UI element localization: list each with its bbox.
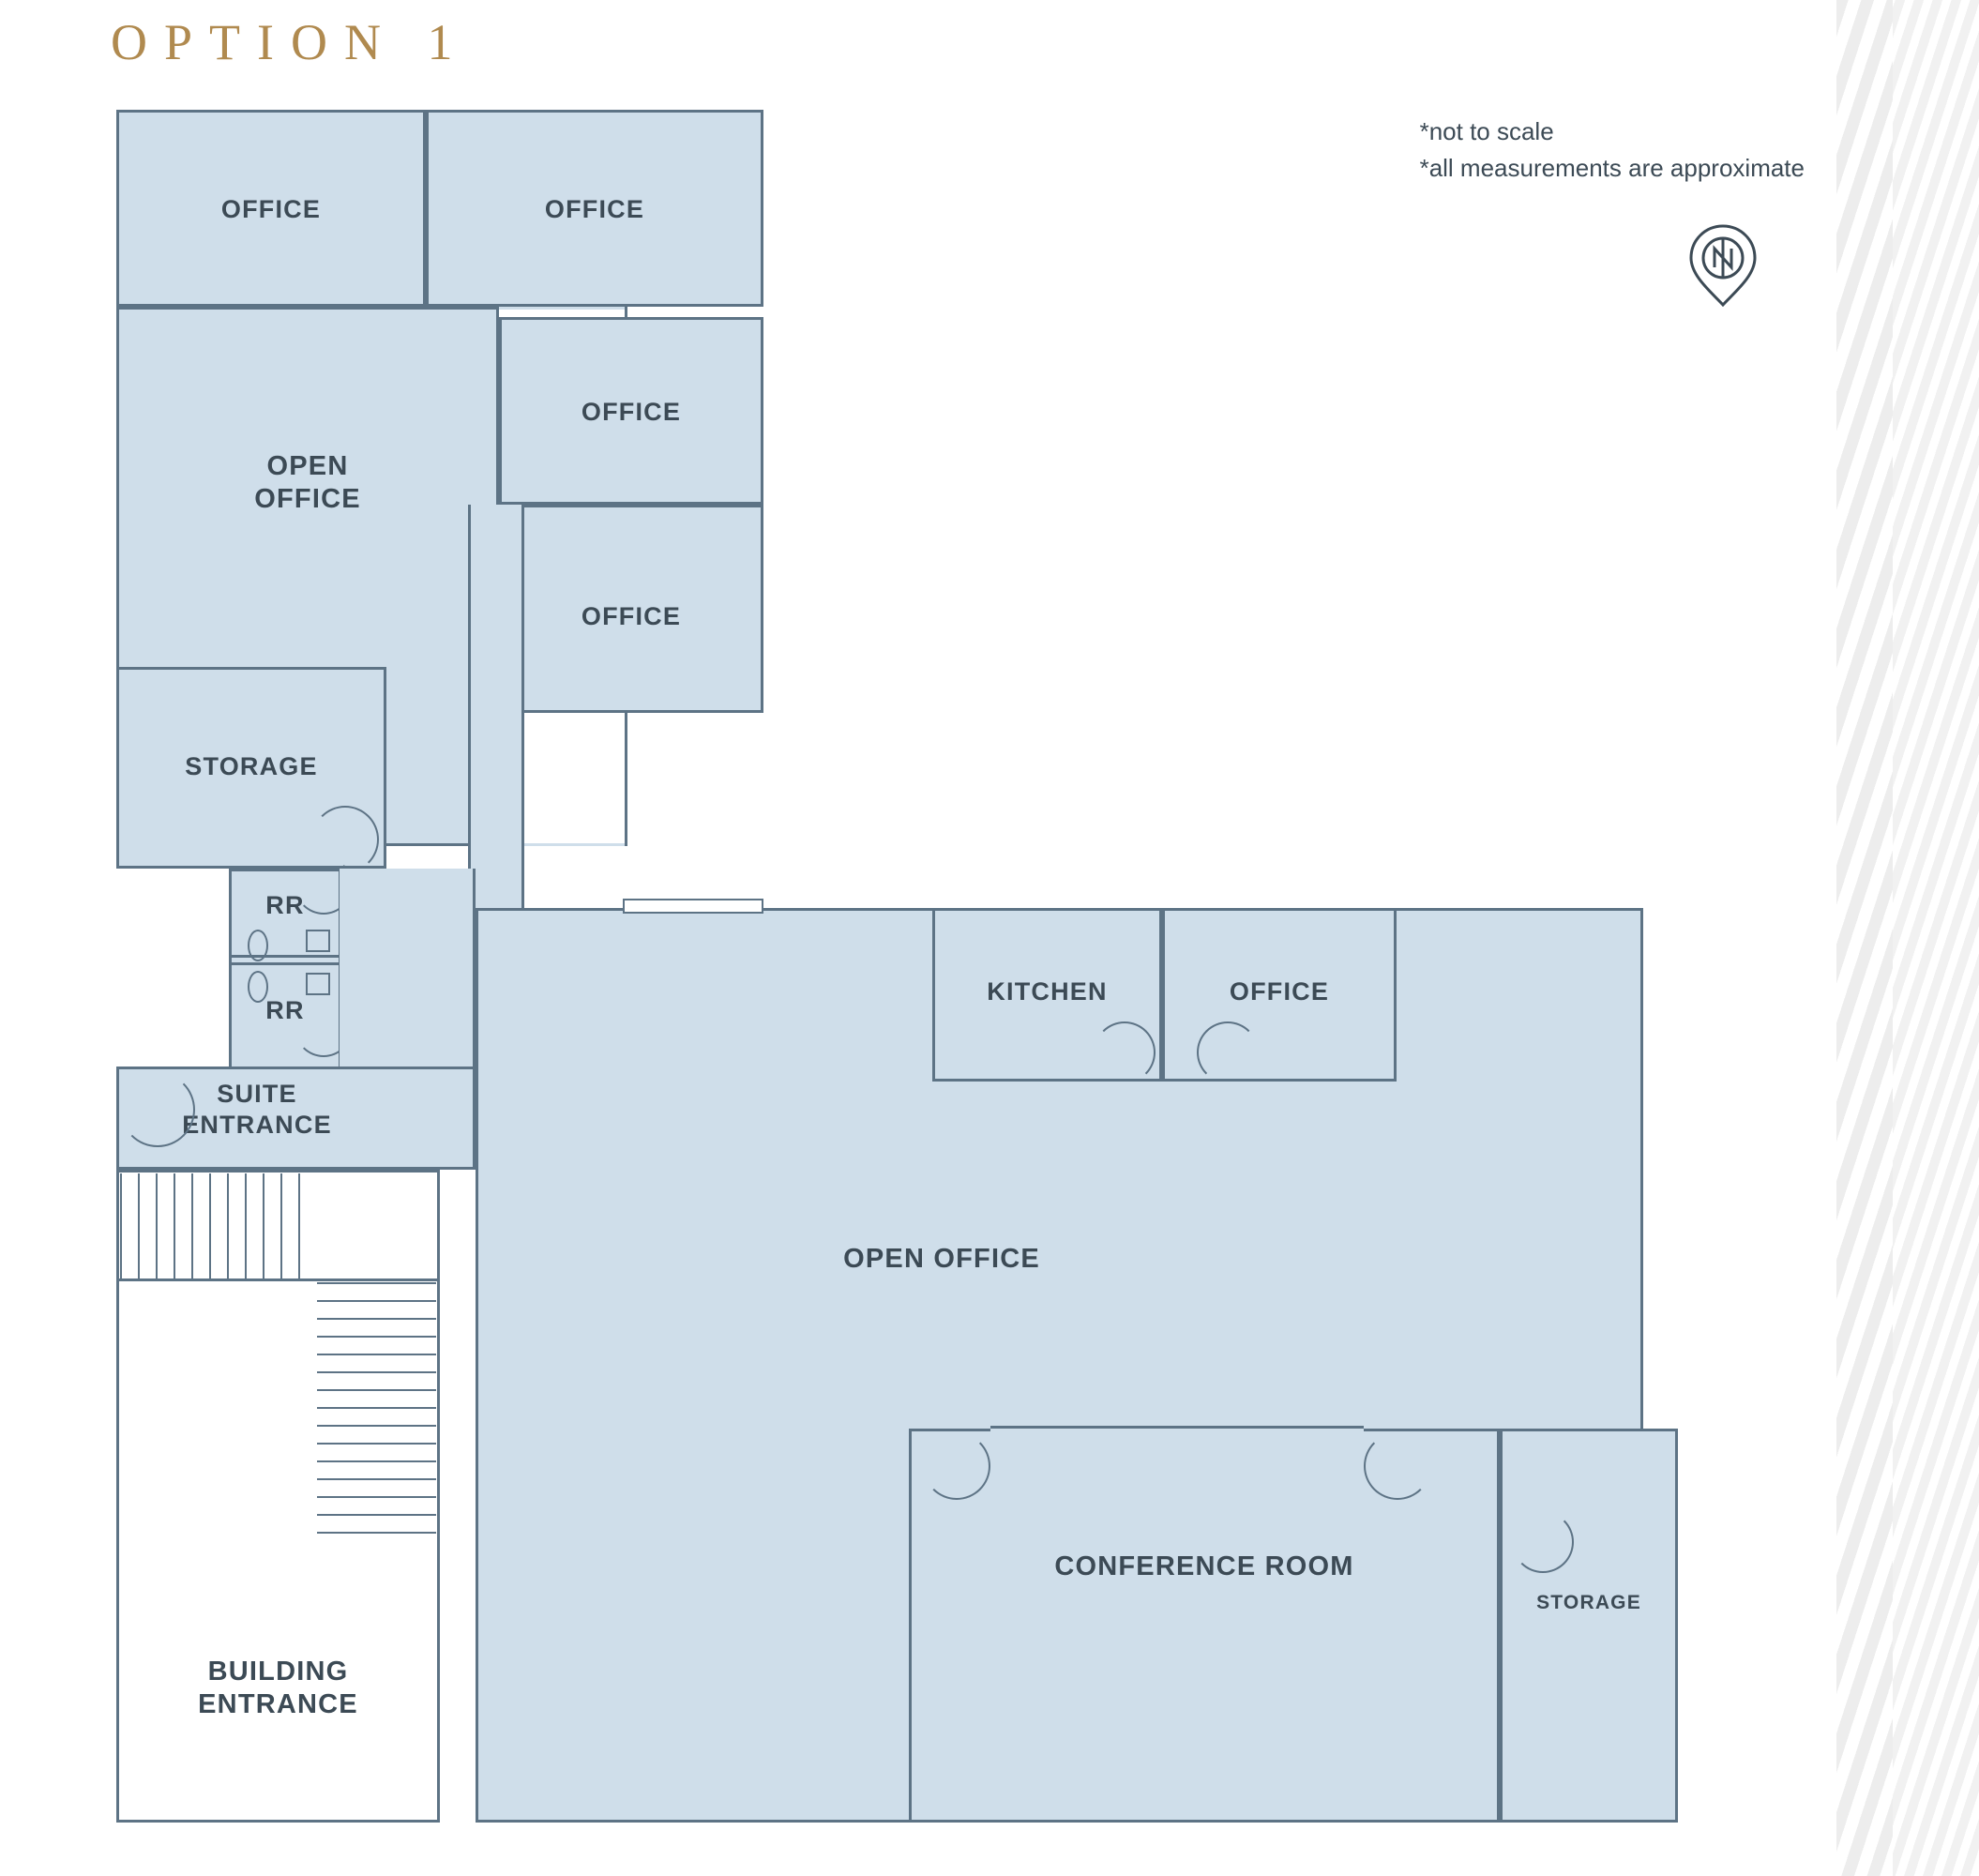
- room-label-open-office-upper: OPEN OFFICE: [254, 451, 361, 515]
- door-conference: [923, 1432, 990, 1500]
- room-office-top-right: [426, 110, 763, 307]
- note-not-to-scale: *not to scale: [1419, 117, 1554, 145]
- room-office-top-left: [116, 110, 426, 307]
- room-label-restroom-upper: RR: [265, 891, 305, 919]
- page-title: OPTION 1: [111, 14, 470, 70]
- door-conference-secondary: [1364, 1432, 1431, 1500]
- decorative-hatch-pattern-secondary: [1836, 0, 1893, 1876]
- door-office-right: [1197, 1021, 1259, 1083]
- room-storage-lower: [1500, 1429, 1678, 1823]
- room-label-building-entrance: BUILDING ENTRANCE: [198, 1657, 358, 1720]
- restroom-partition-wall: [231, 955, 340, 958]
- sink-fixture-lower: [306, 973, 330, 995]
- n-monogram-logo: [1688, 224, 1758, 307]
- room-label-open-office-main: OPEN OFFICE: [843, 1244, 1040, 1274]
- door-kitchen: [1094, 1021, 1156, 1083]
- note-measurements: *all measurements are approximate: [1419, 154, 1805, 182]
- window-detail-main-open-office: [623, 899, 763, 914]
- room-office-mid-upper: [499, 317, 763, 505]
- corridor-spine: [468, 505, 524, 950]
- sink-fixture-upper: [306, 930, 330, 952]
- room-label-office-mid-upper: OFFICE: [581, 398, 682, 426]
- room-label-kitchen: KITCHEN: [987, 977, 1108, 1006]
- conference-wall-opening: [990, 1426, 1364, 1433]
- room-label-restroom-lower: RR: [265, 996, 305, 1024]
- door-suite-entrance: [120, 1072, 195, 1147]
- room-label-suite-entrance: SUITE ENTRANCE: [182, 1080, 332, 1139]
- room-label-office-mid-lower: OFFICE: [581, 602, 682, 630]
- room-label-storage-lower: STORAGE: [1536, 1592, 1641, 1613]
- room-label-office-right: OFFICE: [1229, 977, 1330, 1006]
- room-label-office-top-right: OFFICE: [544, 195, 645, 223]
- room-label-conference: CONFERENCE ROOM: [1054, 1551, 1354, 1581]
- plan-notes: [1420, 113, 1805, 187]
- room-office-mid-lower: [499, 505, 763, 713]
- door-storage-lower: [1512, 1511, 1574, 1573]
- stair-treads-lower-overlay: [317, 1282, 436, 1547]
- floorplan-canvas: [116, 106, 1823, 1855]
- room-label-storage-upper: STORAGE: [185, 752, 318, 780]
- toilet-fixture-lower: [248, 971, 268, 1003]
- room-label-office-top-left: OFFICE: [220, 195, 322, 223]
